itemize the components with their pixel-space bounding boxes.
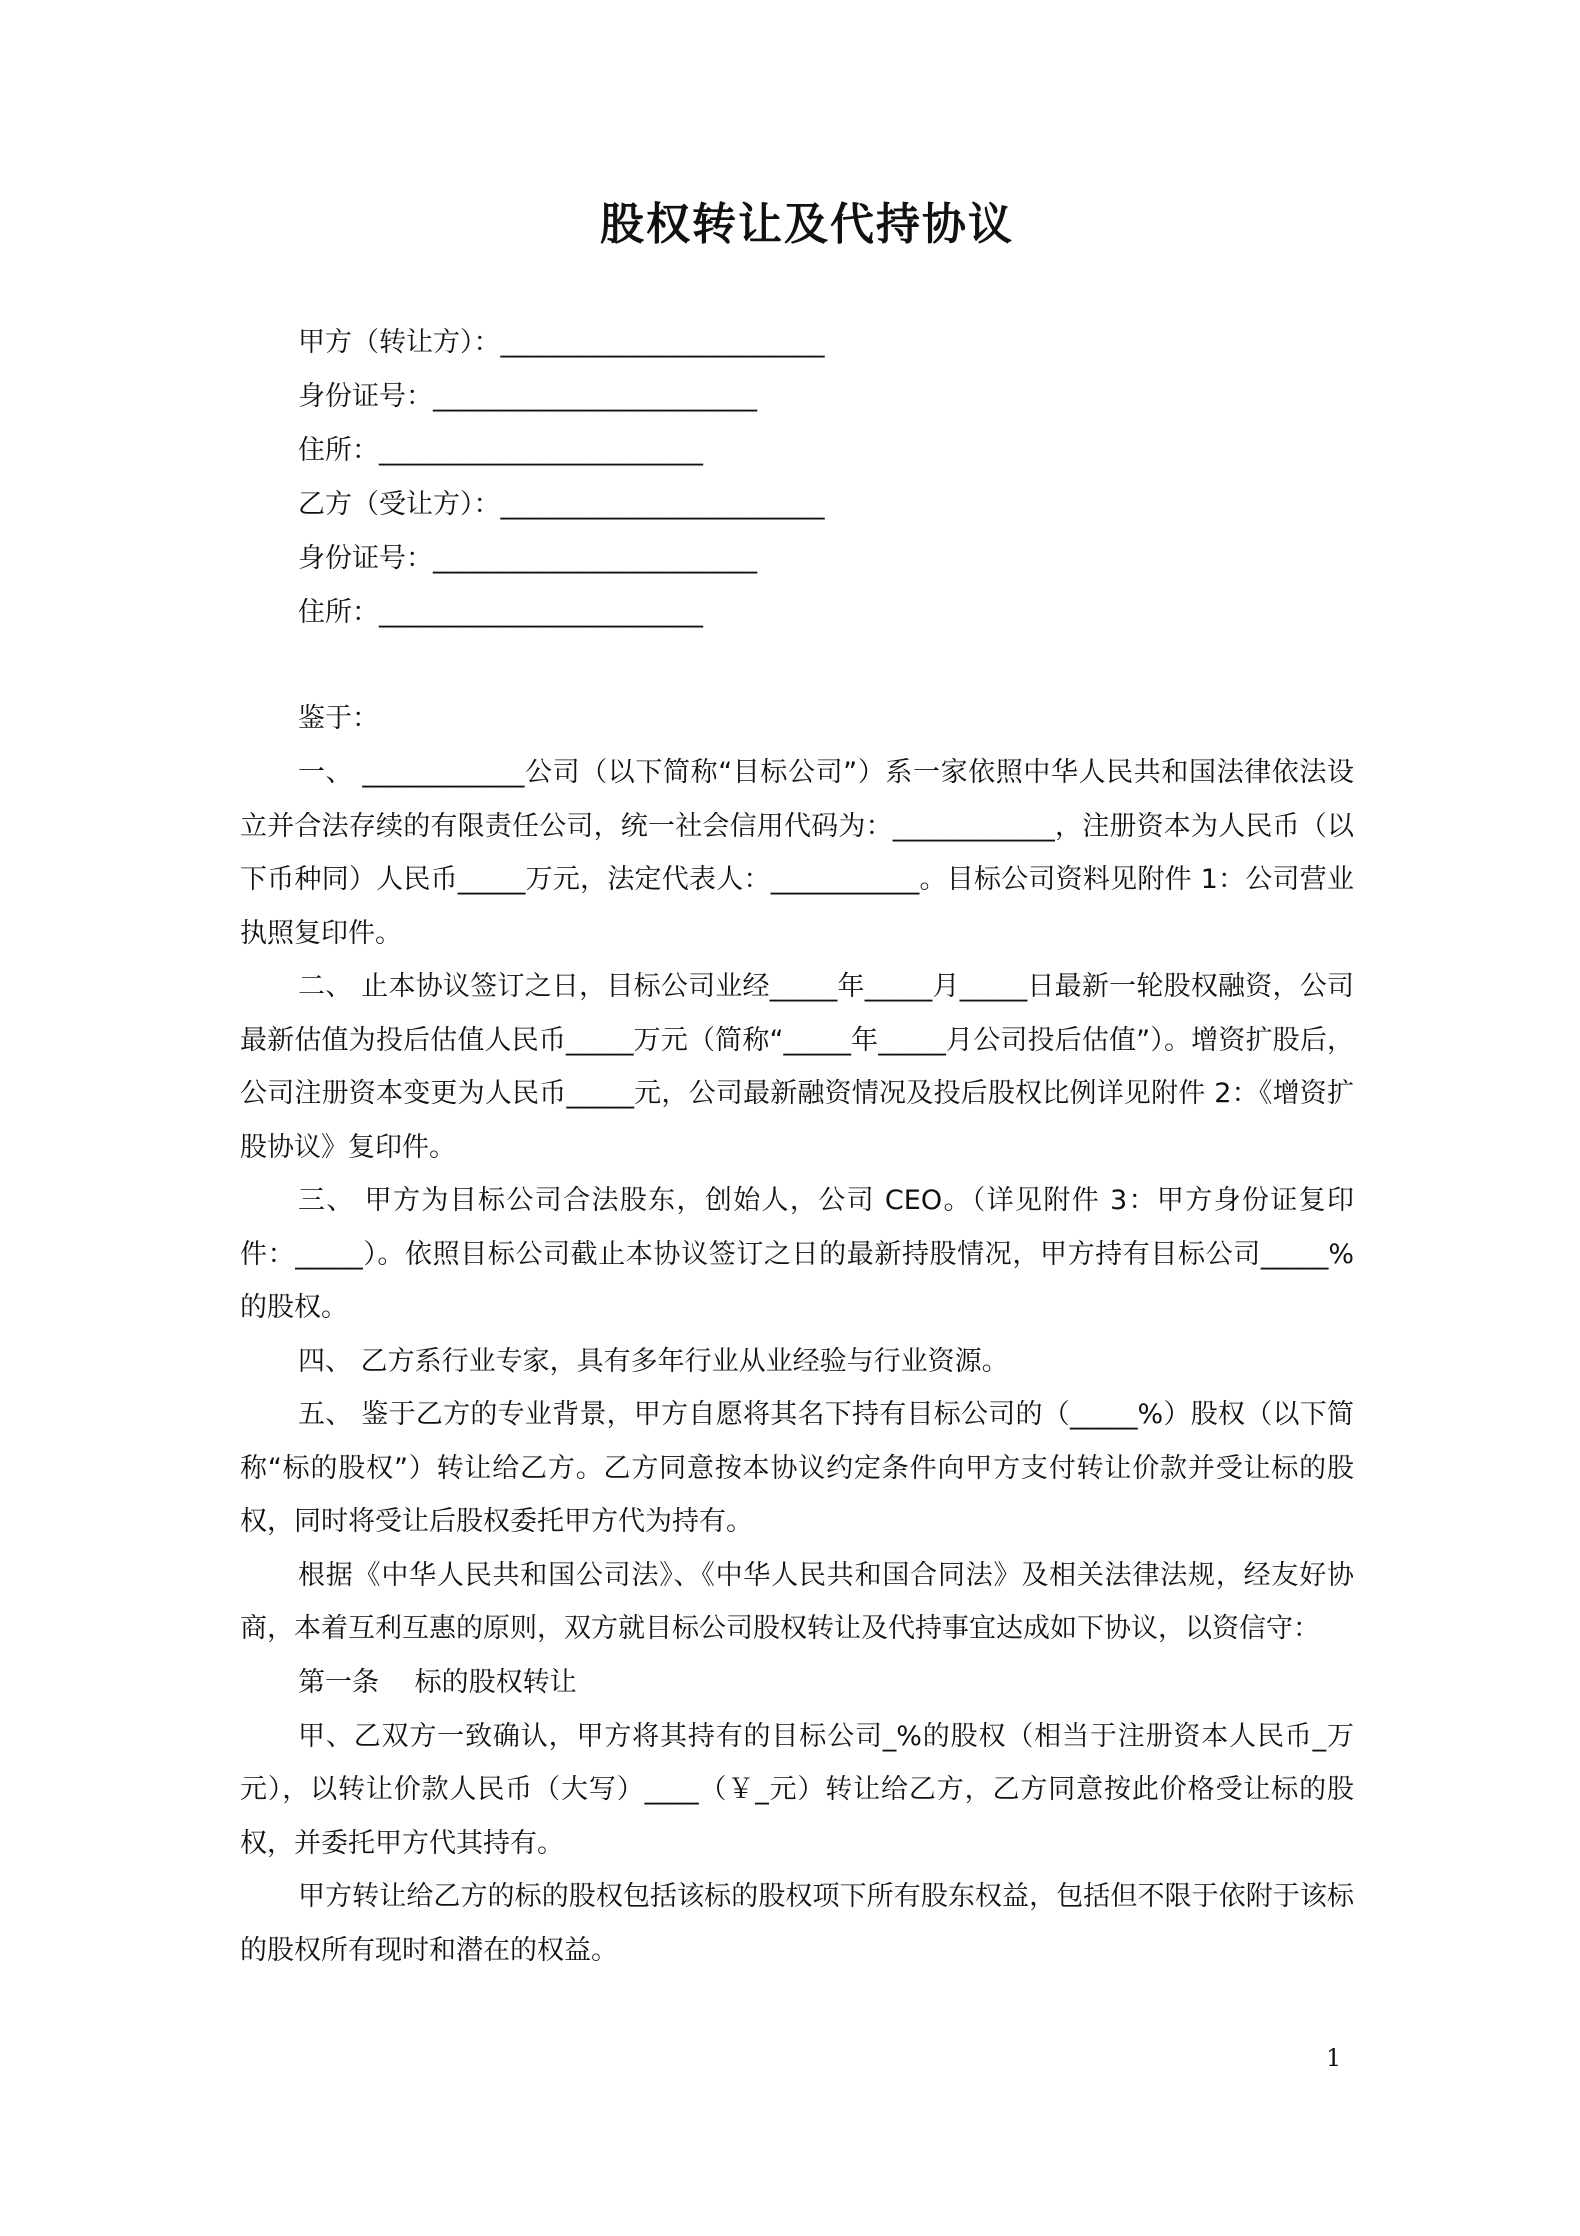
whereas-heading: 鉴于： <box>298 703 379 734</box>
party-a-id-line: 身份证号：________________________ <box>298 381 757 412</box>
party-b-line: 乙方（受让方）：________________________ <box>298 489 825 520</box>
whereas-paragraph: 三、 甲方为目标公司合法股东，创始人，公司 CEO。（详见附件 3：甲方身份证复印件：_____）。依照目标公司截止本协议签订之日的最新持股情况，甲方持有目标公司_____%的股权。 <box>240 1185 1354 1323</box>
article-1-paragraph: 甲方转让给乙方的标的股权包括该标的股权项下所有股东权益，包括但不限于依附于该标的股权所有现时和潜在的权益。 <box>240 1881 1354 1966</box>
whereas-paragraph: 根据《中华人民共和国公司法》、《中华人民共和国合同法》及相关法律法规，经友好协商，本着互利互惠的原则，双方就目标公司股权转让及代持事宜达成如下协议，以资信守： <box>240 1559 1354 1644</box>
party-a-line: 甲方（转让方）：________________________ <box>298 327 825 358</box>
whereas-section <box>240 692 1354 1656</box>
whereas-paragraph: 二、 止本协议签订之日，目标公司业经_____年_____月_____日最新一轮股权融资，公司最新估值为投后估值人民币_____万元（简称“_____年_____月公司投后估值”）。增资扩股后，公司注册资本变更为人民币_____元，公司最新融资情况及投后股权比例详见附件 2：《增资扩股协议》复印件。 <box>240 971 1354 1163</box>
article-1-section <box>240 1656 1354 1978</box>
party-a-address-line: 住所：________________________ <box>298 435 703 466</box>
party-b-address-line: 住所：________________________ <box>298 597 703 628</box>
party-b-id-line: 身份证号：________________________ <box>298 543 757 574</box>
page-number: 1 <box>1326 2044 1342 2072</box>
article-1-heading: 第一条 标的股权转让 <box>298 1666 577 1698</box>
party-info <box>240 316 1354 640</box>
whereas-paragraph: 五、 鉴于乙方的专业背景，甲方自愿将其名下持有目标公司的（_____%）股权（以下简称“标的股权”）转让给乙方。乙方同意按本协议约定条件向甲方支付转让价款并受让标的股权，同时将受让后股权委托甲方代为持有。 <box>240 1399 1354 1537</box>
document-title: 股权转让及代持协议 <box>600 199 1014 250</box>
whereas-paragraph: 四、 乙方系行业专家，具有多年行业从业经验与行业资源。 <box>298 1345 1009 1377</box>
whereas-paragraph: 一、 ____________公司（以下简称“目标公司”）系一家依照中华人民共和国法律依法设立并合法存续的有限责任公司，统一社会信用代码为：____________，注册资本为人民币（以下币种同）人民币_____万元，法定代表人：___________。目标公司资料见附件 1：公司营业执照复印件。 <box>240 757 1354 949</box>
article-1-paragraph: 甲、乙双方一致确认，甲方将其持有的目标公司_%的股权（相当于注册资本人民币_万元），以转让价款人民币（大写）____（￥_元）转让给乙方，乙方同意按此价格受让标的股权，并委托甲方代其持有。 <box>240 1720 1354 1859</box>
